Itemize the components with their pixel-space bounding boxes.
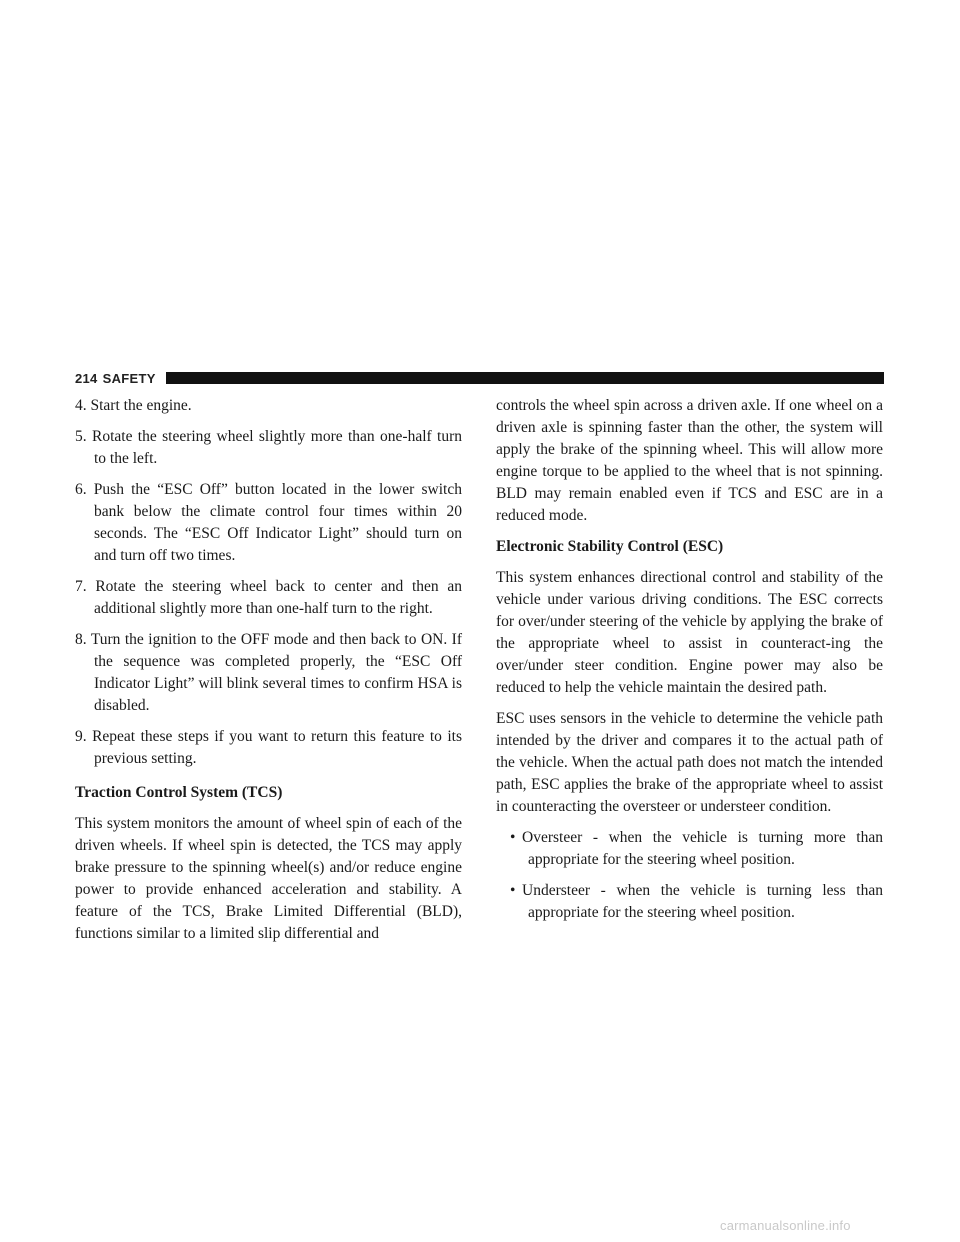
tcs-heading: Traction Control System (TCS) — [75, 784, 283, 801]
header-rule — [166, 372, 884, 384]
step-9: 9. Repeat these steps if you want to return this feature to its previous setting. — [75, 728, 462, 767]
tcs-paragraph: This system monitors the amount of wheel spin of each of the driven wheels. If wheel spin is detected, the TCS may apply brake pressure to the spinning wheel(s) and/or reduce engine power to provide enhanced acceleration and stability. A feature of the TCS, Brake Limited Differential (BLD), functions similar to a limited slip differential and — [75, 815, 462, 942]
bullet-oversteer — [496, 827, 883, 871]
page-header — [75, 370, 884, 386]
right-column — [496, 395, 883, 933]
step-4: 4. Start the engine. — [75, 397, 192, 414]
page-label — [75, 371, 166, 386]
esc-paragraph-2: ESC uses sensors in the vehicle to determine the vehicle path intended by the driver and compares it to the actual path of the vehicle. When the actual path does not match the intended path, ESC applies the brake of the appropriate wheel to assist in counteracting the oversteer or understeer condition. — [496, 710, 883, 815]
bullet-dot: • — [510, 829, 516, 846]
esc-heading: Electronic Stability Control (ESC) — [496, 538, 724, 555]
esc-paragraph-1: This system enhances directional control and stability of the vehicle under various driving conditions. The ESC corrects for over/under steering of the vehicle by applying the brake of the appropriate wheel to assist in counteract-ing the over/under steer condition. Engine power may also be reduced to help the vehicle maintain the desired path. — [496, 569, 883, 696]
bullet-text: Understeer - when the vehicle is turning less than appropriate for the steering wheel position. — [522, 882, 883, 921]
step-8: 8. Turn the ignition to the OFF mode and then back to ON. If the sequence was completed properly, the “ESC Off Indicator Light” will blink several times to confirm HSA is disabled. — [75, 631, 462, 714]
page-number: 214 — [75, 370, 98, 386]
step-7: 7. Rotate the steering wheel back to center and then an additional slightly more than one-half turn to the right. — [75, 578, 462, 617]
left-column — [75, 395, 462, 954]
bullet-text: Oversteer - when the vehicle is turning more than appropriate for the steering wheel position. — [522, 829, 883, 868]
step-5: 5. Rotate the steering wheel slightly more than one-half turn to the left. — [75, 428, 462, 467]
bullet-dot: • — [510, 882, 516, 899]
tcs-paragraph-continued: controls the wheel spin across a driven axle. If one wheel on a driven axle is spinning faster than the other, the system will apply the brake of the spinning wheel. This will allow more engine torque to be applied to the wheel that is not spinning. BLD may remain enabled even if TCS and ESC are in a reduced mode. — [496, 397, 883, 524]
watermark: carmanualsonline.info — [720, 1218, 851, 1233]
section-title: SAFETY — [102, 370, 156, 386]
bullet-understeer — [496, 880, 883, 924]
step-6: 6. Push the “ESC Off” button located in the lower switch bank below the climate control four times within 20 seconds. The “ESC Off Indicator Light” should turn on and turn off two times. — [75, 481, 462, 564]
